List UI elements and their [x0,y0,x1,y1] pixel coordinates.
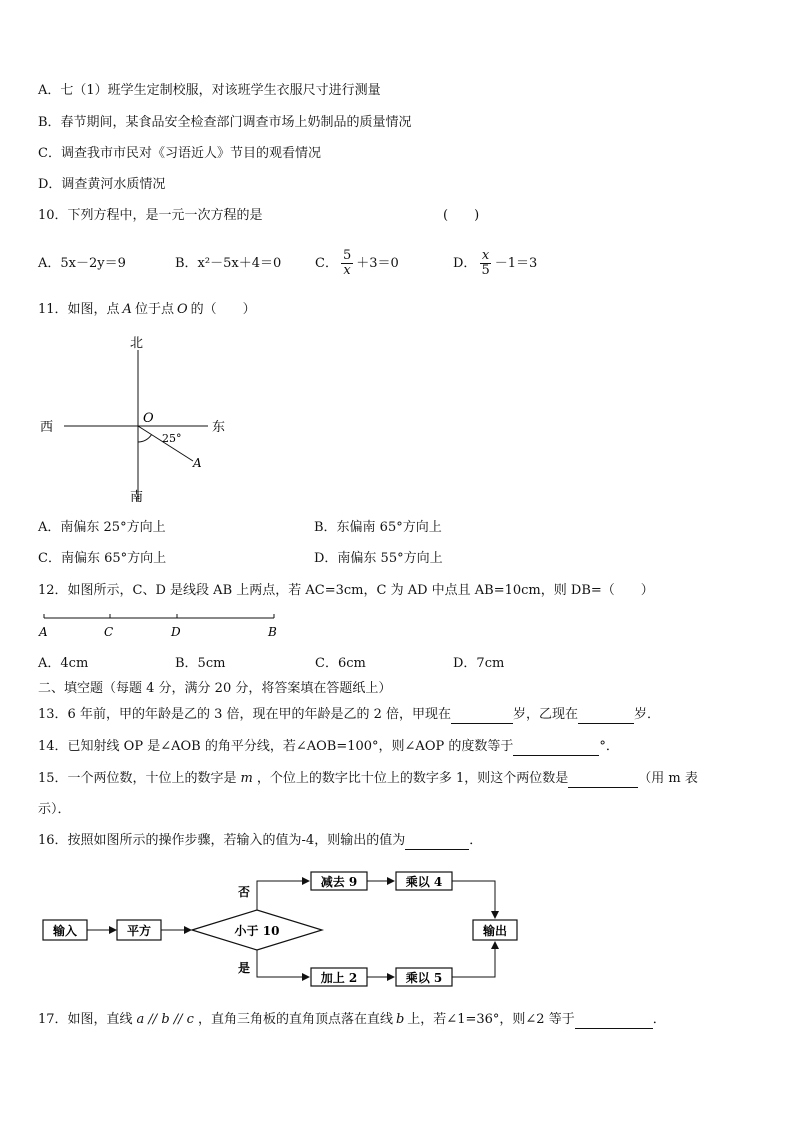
q17-parallel-lines: a // b // c [136,1012,194,1027]
q17-mid2: 上，若∠1=36°，则∠2 等于 [407,1012,575,1027]
q10-option-d-fraction [479,249,491,278]
label-west: 西 [40,420,54,435]
point-label-b: B [268,625,277,639]
point-label-d: D [171,625,181,639]
flow-condition-label: 小于 10 [234,924,280,938]
q12-option-d: D．7cm [453,656,505,671]
fraction-numerator: 5 [342,248,352,263]
q10-option-c-fraction [341,249,353,278]
q12-option-b: B．5cm [175,656,226,671]
q11-stem-post: 的（ ） [190,302,256,317]
q11-option-c: C．南偏东 65°方向上 [38,551,167,566]
q16-flowchart [30,862,560,998]
q13-pre: 13．6 年前，甲的年龄是乙的 3 倍，现在甲的年龄是乙的 2 倍，甲现在 [38,707,452,722]
q16-blank[interactable] [405,835,469,850]
q13-post: 岁． [634,707,661,722]
flow-add-2-label: 加上 2 [320,971,358,985]
q17-blank[interactable] [575,1014,653,1029]
fraction-numerator: x [481,248,490,263]
q14-pre: 14．已知射线 OP 是∠AOB 的角平分线，若∠AOB=100°，则∠AOP 的度数等于 [38,739,514,754]
q17-mid: ，直角三角板的直角顶点落在直线 [197,1012,393,1027]
q12-option-a: A．4cm [38,656,89,671]
q14-post: °． [599,739,619,754]
q15-pre: 15．一个两位数，十位上的数字是 [38,771,237,786]
point-label-c: C [104,625,114,639]
flow-arrow-yes-branch [257,950,309,977]
flow-arrow-mul5-output [452,942,495,977]
q17-pre: 17．如图，直线 [38,1012,133,1027]
q9-option-b: B．春节期间，某食品安全检查部门调查市场上奶制品的质量情况 [38,115,412,130]
section-fill-in-heading: 二、填空题（每题 4 分，满分 20 分，将答案填在答题纸上） [38,681,392,696]
label-angle: 25° [162,432,182,445]
q13-blank-2[interactable] [578,709,634,724]
q15 [38,770,698,788]
q13-blank-1[interactable] [451,709,513,724]
flow-subtract-9-label: 减去 9 [320,875,358,889]
q12-stem: 12．如图所示，C、D 是线段 AB 上两点，若 AC=3cm，C 为 AD 中点且 AB=10cm，则 DB=（ ） [38,583,654,598]
q10-option-d-label: D． [453,256,477,271]
q11-option-a: A．南偏东 25°方向上 [38,520,166,535]
q9-option-c: C．调查我市市民对《习语近人》节目的观看情况 [38,146,321,161]
q15-line2: 示）． [38,802,71,817]
q11-point-a: A [122,302,132,317]
flow-square-label: 平方 [126,924,152,938]
q14 [38,738,619,756]
flow-no-label: 否 [238,885,251,899]
q10-option-c-label: C． [315,256,338,271]
q17 [38,1011,666,1029]
q17-line-b: b [395,1012,405,1027]
flow-arrow-mul4-output [452,881,495,918]
q11-stem-pre: 11．如图，点 [38,302,120,317]
q11-option-b: B．东偏南 65°方向上 [314,520,442,535]
q10-option-a: A．5x－2y＝9 [38,256,126,271]
q15-variable-m: m [240,771,253,786]
q10-stem: 10．下列方程中，是一元一次方程的是 [38,208,263,223]
flow-yes-label: 是 [238,961,251,975]
label-east: 东 [212,420,226,435]
q16-stem [38,832,482,850]
q13 [38,706,660,724]
fraction-denominator: 5 [481,263,490,278]
flow-multiply-5-label: 乘以 5 [405,971,443,985]
q13-mid: 岁，乙现在 [513,707,579,722]
angle-arc [138,435,152,442]
q10-answer-paren: ( ) [443,208,480,223]
flow-multiply-4-label: 乘以 4 [405,875,443,889]
label-south: 南 [130,490,144,505]
q11-stem-mid: 位于点 [134,302,174,317]
q15-blank[interactable] [568,773,638,788]
q9-option-d: D．调查黄河水质情况 [38,177,166,192]
q12-option-c: C．6cm [315,656,366,671]
q11-point-o: O [176,302,188,317]
q10-option-c [315,244,399,284]
q10-option-b: B．x²－5x＋4＝0 [175,256,282,271]
label-north: 北 [130,336,144,351]
q11-stem [38,301,256,319]
label-point-a: A [193,456,202,470]
q11-compass-figure [30,330,250,510]
point-label-a: A [39,625,48,639]
q14-blank[interactable] [513,741,599,756]
q9-option-a: A．七（1）班学生定制校服，对该班学生衣服尺寸进行测量 [38,83,381,98]
q15-post: （用 m 表 [638,771,698,786]
q10-option-d [453,244,537,284]
q11-option-d: D．南偏东 55°方向上 [314,551,443,566]
flow-output-label: 输出 [482,924,508,938]
flow-arrow-no-branch [257,881,309,910]
fraction-denominator: x [343,263,351,278]
flow-input-label: 输入 [52,924,78,938]
q17-post: ． [652,1012,666,1027]
q15-mid: ，个位上的数字比十位上的数字多 1，则这个两位数是 [256,771,569,786]
q12-segment-figure [34,608,294,644]
q10-option-d-rest: －1＝3 [494,256,538,271]
q10-option-c-rest: ＋3＝0 [356,256,399,271]
q16-stem-post: ． [469,833,483,848]
q16-stem-pre: 16．按照如图所示的操作步骤，若输入的值为-4，则输出的值为 [38,833,406,848]
label-origin: O [143,411,154,426]
